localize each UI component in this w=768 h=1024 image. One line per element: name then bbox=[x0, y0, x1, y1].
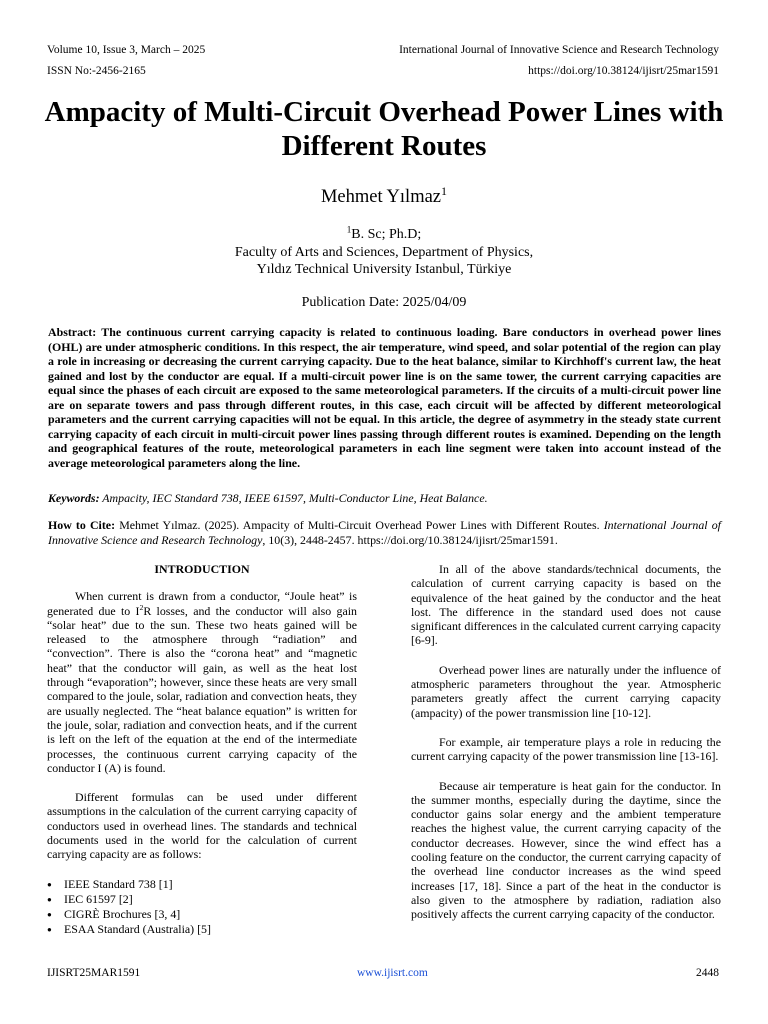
right-paragraph-3: For example, air temperature plays a role in reducing the current carrying capacity of the power transmission line [13-16]. bbox=[411, 734, 721, 764]
abstract bbox=[48, 325, 721, 470]
cite-text-before: Mehmet Yılmaz. (2025). Ampacity of Multi-Circuit Overhead Power Lines with Different Routes. bbox=[119, 518, 600, 532]
how-to-cite bbox=[48, 518, 721, 547]
keywords bbox=[48, 491, 721, 506]
paper-title: Ampacity of Multi-Circuit Overhead Power Lines with Different Routes bbox=[44, 96, 724, 162]
section-heading-introduction: INTRODUCTION bbox=[154, 562, 250, 576]
volume-info: Volume 10, Issue 3, March – 2025 bbox=[47, 44, 206, 56]
abstract-label: Abstract: bbox=[48, 325, 97, 339]
author bbox=[40, 183, 728, 208]
list-item: ● IEC 61597 [2] bbox=[47, 892, 357, 907]
author-name: Mehmet Yılmaz bbox=[320, 187, 442, 207]
keywords-text: Ampacity, IEC Standard 738, IEEE 61597, Multi-Conductor Line, Heat Balance. bbox=[102, 491, 488, 505]
keywords-label: Keywords: bbox=[48, 491, 100, 505]
page-number: 2448 bbox=[696, 967, 719, 979]
issn: ISSN No:-2456-2165 bbox=[47, 65, 146, 77]
affiliation bbox=[40, 226, 728, 279]
right-column bbox=[411, 562, 721, 937]
affiliation-line1: Faculty of Arts and Sciences, Department of Physics, bbox=[234, 244, 534, 260]
intro-paragraph-2: Different formulas can be used under different assumptions in the calculation of the current carrying capacity of conductors used in overhead lines. The standards and technical documents used in the world for the calculation of current carrying capacity are as follows: bbox=[47, 790, 357, 862]
doi-link[interactable]: https://doi.org/10.38124/ijisrt/25mar1591 bbox=[528, 65, 719, 77]
right-paragraph-4: Because air temperature is heat gain for the conductor. In the summer months, especially during the daytime, since the conductor gains solar energy and the ambient temperature reaches the highest value, the current carrying capacity of the conductor decreases. However, since the wind effect has a cooling feature on the conductor, the current carrying capacity of the overhead line conductor increases as the wind speed increases [17, 18]. Since a part of the heat in the conductor is also given to the atmosphere by radiation, radiation also positively affects the current carrying capacity of the conductor. bbox=[411, 778, 721, 922]
cite-label: How to Cite: bbox=[48, 518, 116, 532]
intro-paragraph-1: When current is drawn from a conductor, “Joule heat” is generated due to $I^2R$ losses, and the conductor will also gain “solar heat” due to the sun. These two heats gained will be released to the atmosphere through “radiation” and “convection”. There is also the “corona heat” and “magnetic heat” that the conductor will gain, as well as the heat lost through “evaporation”; however, since these heats are very small compared to the joule, solar, radiation and convection heats, they are usually neglected. The “heat balance equation” is written for the joule, solar, radiation and convection heats, and if the current is left on the left of the equation at the end of the intermediate processes, the continuous current carrying capacity of the conductor I (A) is found. bbox=[47, 589, 357, 775]
footer-website-link[interactable]: www.ijisrt.com bbox=[357, 967, 428, 979]
journal-name: International Journal of Innovative Science and Research Technology bbox=[399, 44, 719, 56]
publication-date: Publication Date: 2025/04/09 bbox=[301, 295, 467, 310]
abstract-text: The continuous current carrying capacity is related to continuous loading. Bare conductors in overhead power lines (OHL) are under atmospheric conditions. In this respect, the air temperature, wind speed, and solar potential of the region can play a role in increasing or decreasing the current carrying capacity. Due to the heat balance, similar to Kirchhoff's current law, the heat gained and lost by the conductor are equal. If a multi-circuit power line is on the same tower, the current carrying capacities are equal since the phases of each circuit are exposed to the same meteorological parameters. If the circuits of a multi-circuit power line are on separate towers and pass through different routes, in this case, each circuit will be affected by different meteorological parameters and the current carrying capacities will not be equal. In this article, the degree of asymmetry in the steady state current carrying capacity of each circuit in multi-circuit power lines passing through different routes is examined. Depending on the length and geographical features of the route, meteorological parameters in each line segment were taken into account instead of the average meteorological parameters along the line. bbox=[48, 325, 721, 470]
cite-text-after: , 10(3), 2448-2457. https://doi.org/10.38124/ijisrt/25mar1591. bbox=[262, 532, 558, 547]
list-item: ● CIGRÈ Brochures [3, 4] bbox=[47, 907, 357, 922]
affiliation-degree: B. Sc; Ph.D; bbox=[351, 227, 422, 242]
right-paragraph-1: In all of the above standards/technical documents, the calculation of current carrying capacity is based on the equivalence of the heat gained by the conductor and the heat lost. The difference in the standard used does not cause significant differences in the calculated current carrying capacity [6-9]. bbox=[411, 562, 721, 648]
right-paragraph-2: Overhead power lines are naturally under the influence of atmospheric parameters throughout the year. Atmospheric parameters greatly affect the current carrying capacity (ampacity) of the power transmission line [10-12]. bbox=[411, 662, 721, 720]
left-column bbox=[47, 562, 357, 937]
author-sup: 1 bbox=[441, 183, 448, 198]
affiliation-sup: 1 bbox=[346, 224, 352, 235]
cite-journal: International Journal of Innovative Science and Research Technology bbox=[48, 518, 721, 547]
footer-code: IJISRT25MAR1591 bbox=[47, 967, 141, 979]
list-item: ● IEEE Standard 738 [1] bbox=[47, 877, 357, 892]
standards-list bbox=[47, 877, 357, 938]
list-item: ● ESAA Standard (Australia) [5] bbox=[47, 922, 357, 937]
affiliation-line2: Yıldız Technical University Istanbul, Türkiye bbox=[256, 262, 512, 277]
